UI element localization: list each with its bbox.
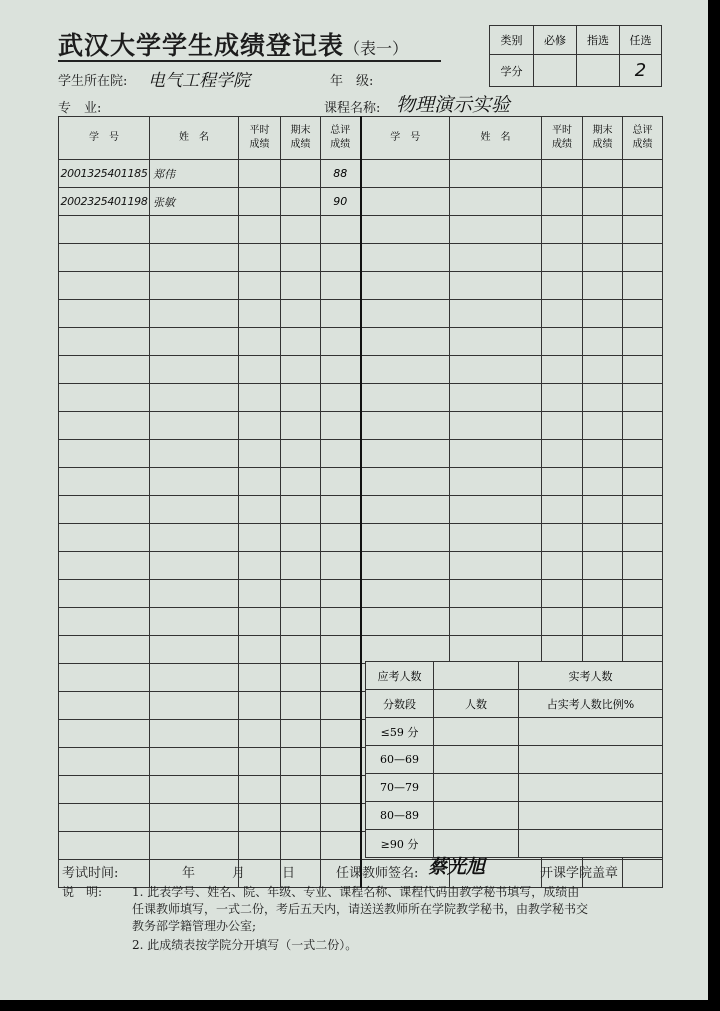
college-stamp-label: 开课学院盖章 <box>540 866 619 881</box>
count-label: 人数 <box>434 690 519 718</box>
table-row <box>59 188 663 216</box>
expected-count-value <box>434 662 519 690</box>
final-score <box>281 160 321 188</box>
col-final-left: 期末 成绩 <box>281 117 321 160</box>
student-id: 2001325401185 <box>59 160 150 188</box>
range-80s: 80—89 <box>366 802 434 830</box>
credit-designated-cell <box>577 55 620 87</box>
range-row <box>366 802 663 830</box>
grade-label: 年 级: <box>330 74 374 89</box>
table-row <box>59 440 663 468</box>
col-id-right: 学 号 <box>361 117 450 160</box>
col-usual-left: 平时 成绩 <box>239 117 281 160</box>
range-90plus: ≥90 分 <box>366 830 434 858</box>
range-lt60: ≤59 分 <box>366 718 434 746</box>
teacher-sign-label: 任课教师签名: <box>336 866 419 881</box>
exam-year-label: 年 <box>182 866 196 881</box>
range-row <box>366 746 663 774</box>
table-row <box>59 300 663 328</box>
table-row <box>59 496 663 524</box>
final-score <box>281 188 321 216</box>
table-row <box>59 216 663 244</box>
range-row <box>366 774 663 802</box>
note-1-line-3: 教务部学籍管理办公室; <box>132 919 257 933</box>
total-score: 90 <box>321 188 361 216</box>
college-value: 电气工程学院 <box>148 71 250 91</box>
col-usual-right: 平时 成绩 <box>542 117 583 160</box>
form-title: 武汉大学学生成绩登记表（表一） <box>58 31 409 60</box>
major-label: 专 业: <box>58 101 102 116</box>
expected-count-label: 应考人数 <box>366 662 434 690</box>
category-designated-label: 指选 <box>577 26 620 55</box>
note-1-line-2: 任课教师填写，一式二份，考后五天内，请送送教师所在学院教学秘书，由教学秘书交 <box>132 902 589 916</box>
table-row <box>59 412 663 440</box>
col-total-right: 总评 成绩 <box>623 117 663 160</box>
col-total-left: 总评 成绩 <box>321 117 361 160</box>
range-70s: 70—79 <box>366 774 434 802</box>
credit-label: 学分 <box>490 55 534 87</box>
percent-label: 占实考人数比例% <box>519 690 663 718</box>
actual-count-label: 实考人数 <box>519 662 663 690</box>
table-row <box>59 524 663 552</box>
teacher-signature: 蔡光旭 <box>428 856 486 878</box>
range-60s: 60—69 <box>366 746 434 774</box>
student-name: 张敏 <box>150 188 239 216</box>
note-1-line-1: 1. 此表学号、姓名、院、年级、专业、课程名称、课程代码由教学秘书填写，成绩由 <box>132 885 580 899</box>
table-row <box>59 272 663 300</box>
col-final-right: 期末 成绩 <box>583 117 623 160</box>
exam-month-label: 月 <box>232 866 246 881</box>
credit-value: 2 <box>620 55 662 87</box>
table-row <box>59 160 663 188</box>
table-row <box>59 468 663 496</box>
col-name-left: 姓 名 <box>150 117 239 160</box>
table-row <box>59 244 663 272</box>
exam-day-label: 日 <box>282 866 296 881</box>
table-row <box>59 608 663 636</box>
table-row <box>59 328 663 356</box>
usual-score <box>239 160 281 188</box>
note-2: 2. 此成绩表按学院分开填写（一式二份）。 <box>132 938 358 952</box>
category-required-label: 必修 <box>534 26 577 55</box>
credit-required-cell <box>534 55 577 87</box>
table-row <box>59 384 663 412</box>
student-name: 郑伟 <box>150 160 239 188</box>
note-label: 说 明: <box>62 885 103 899</box>
table-row <box>59 636 663 664</box>
category-elective-label: 任选 <box>620 26 662 55</box>
category-type-label: 类别 <box>490 26 534 55</box>
course-label: 课程名称: <box>324 101 381 116</box>
student-id: 2002325401198 <box>59 188 150 216</box>
col-name-right: 姓 名 <box>450 117 542 160</box>
title-underline <box>58 60 441 62</box>
col-id-left: 学 号 <box>59 117 150 160</box>
exam-time-label: 考试时间: <box>62 866 119 881</box>
table-row <box>59 580 663 608</box>
college-label: 学生所在院: <box>58 74 128 89</box>
usual-score <box>239 188 281 216</box>
range-row <box>366 830 663 858</box>
grade-table-header <box>59 117 663 160</box>
table-row <box>59 356 663 384</box>
course-category-table <box>489 25 662 87</box>
range-label: 分数段 <box>366 690 434 718</box>
course-value: 物理演示实验 <box>396 94 511 116</box>
total-score: 88 <box>321 160 361 188</box>
score-stats-table <box>365 661 663 858</box>
table-row <box>59 552 663 580</box>
range-row <box>366 718 663 746</box>
